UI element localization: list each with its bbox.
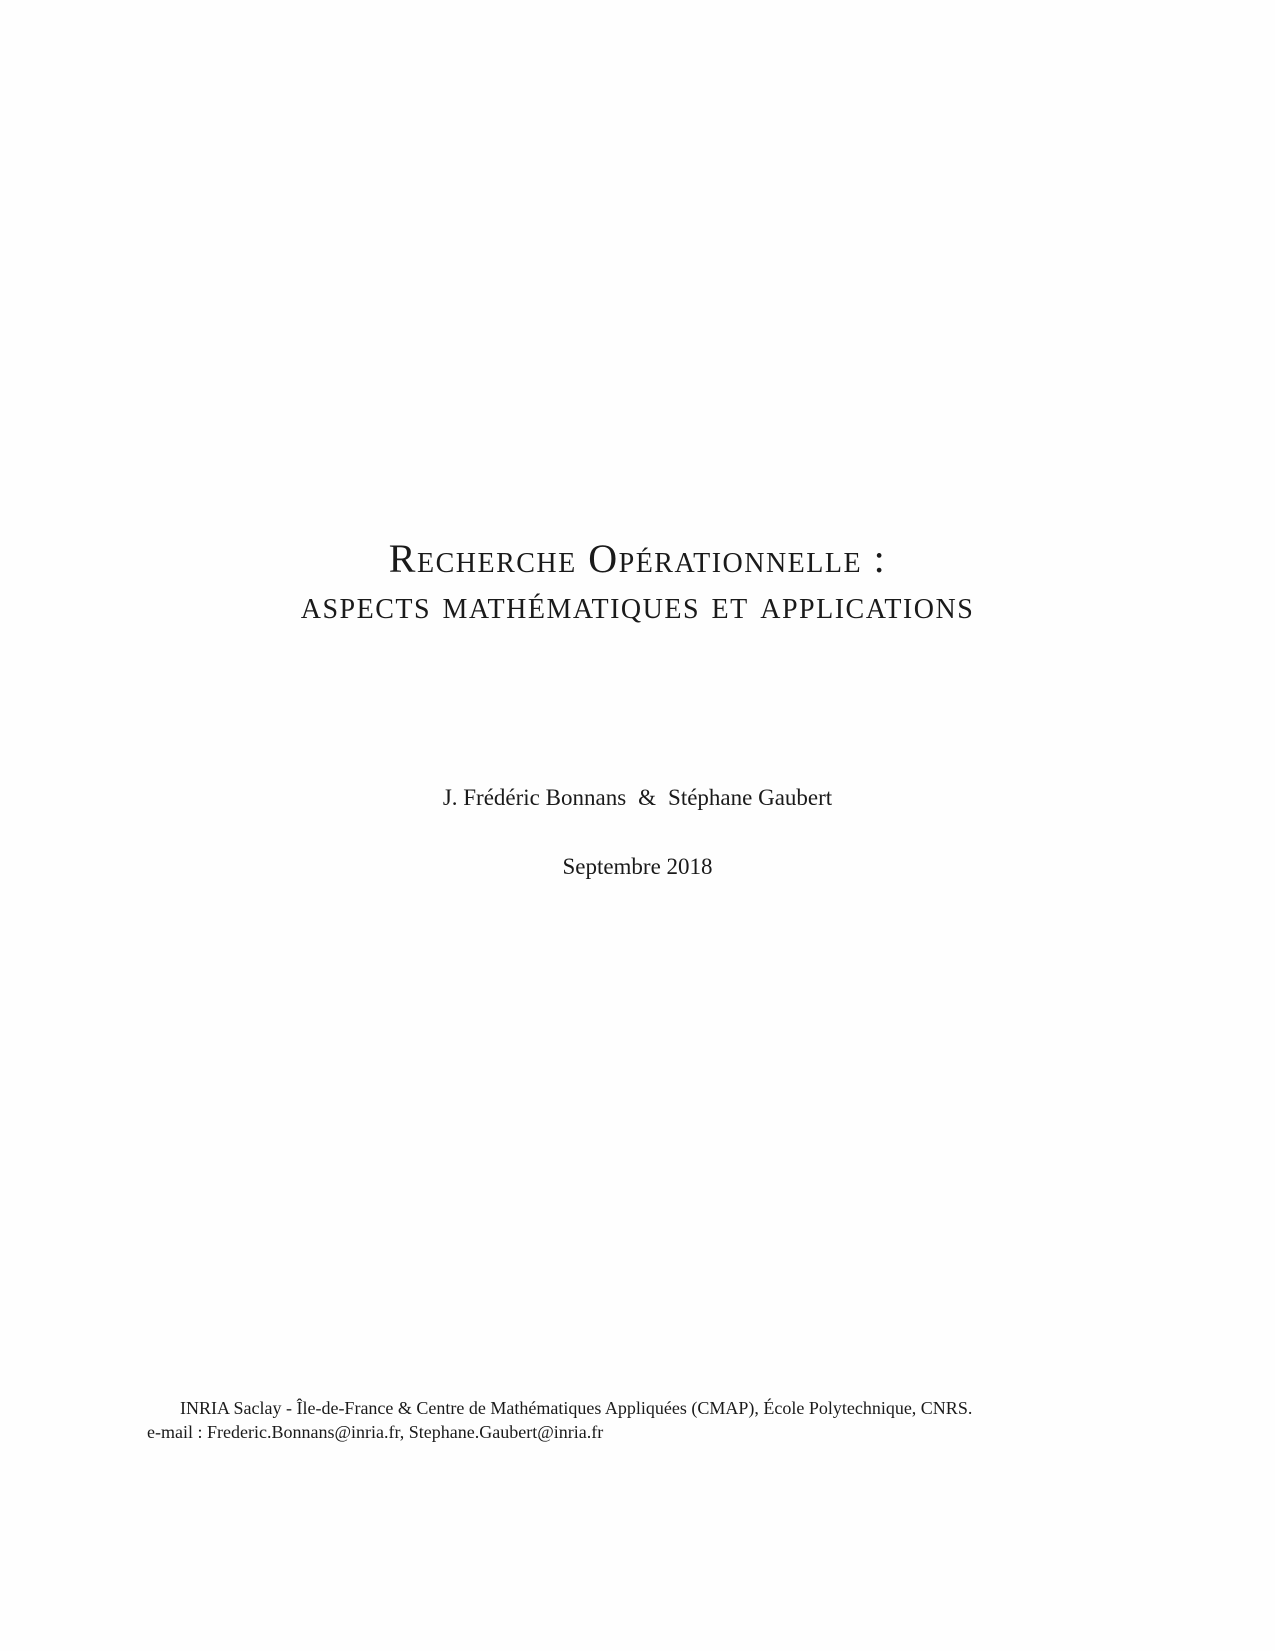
email-text: e-mail : Frederic.Bonnans@inria.fr, Stephane.Gaubert@inria.fr bbox=[147, 1422, 604, 1442]
authors bbox=[0, 783, 1275, 813]
affiliation-footnote bbox=[147, 1396, 1127, 1444]
title-line-2: aspects mathématiques et applications bbox=[300, 582, 975, 627]
author-1: J. Frédéric Bonnans bbox=[442, 785, 627, 810]
title-line-1: Recherche Opérationnelle : bbox=[388, 536, 887, 581]
affiliation-text: INRIA Saclay - Île-de-France & Centre de Mathématiques Appliquées (CMAP), École Polytechnique, CNRS. bbox=[180, 1398, 973, 1418]
publication-date: Septembre 2018 bbox=[562, 854, 713, 879]
author-2: Stéphane Gaubert bbox=[668, 785, 833, 810]
author-separator: & bbox=[638, 785, 657, 810]
document-title bbox=[0, 536, 1275, 628]
